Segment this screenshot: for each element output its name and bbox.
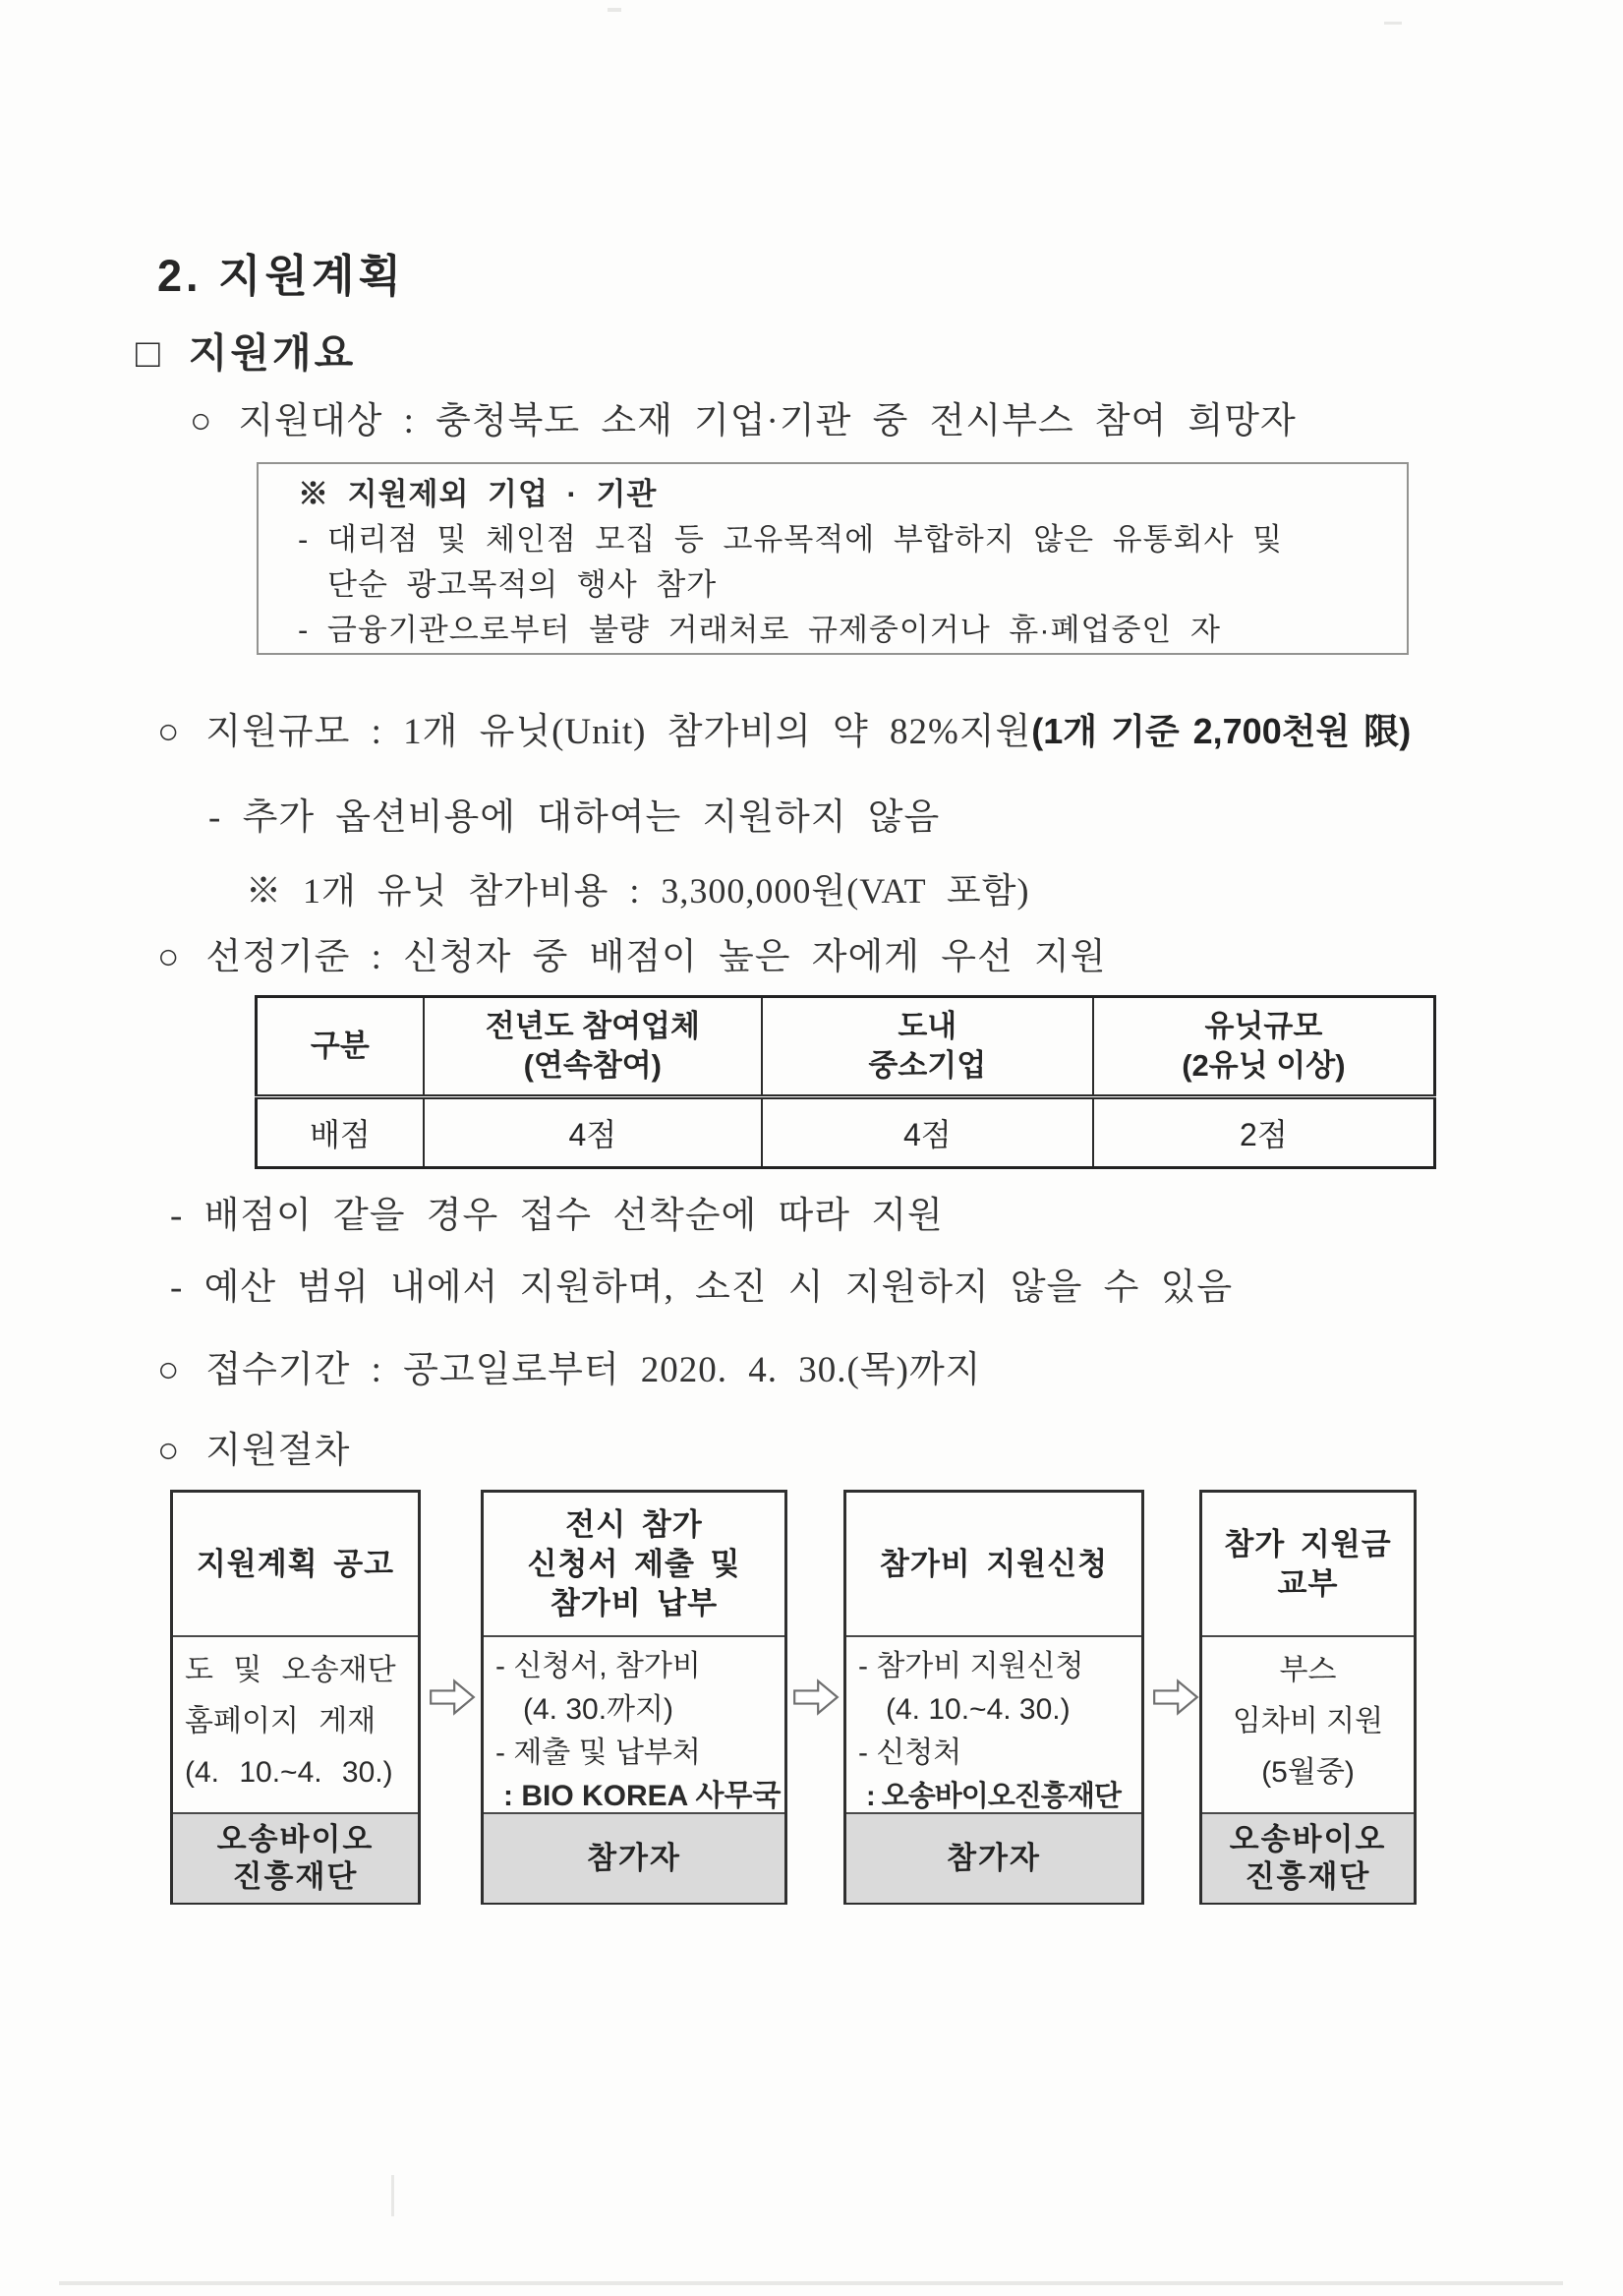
- scale-text: 지원규모 : 1개 유닛(Unit) 참가비의 약 82%지원: [205, 712, 1032, 752]
- table-header-cell: [424, 997, 762, 1097]
- step-header-line: 신청서 제출 및: [527, 1546, 741, 1581]
- scan-artifact: [59, 2281, 1563, 2285]
- step-body-line: - 참가비 지원신청: [858, 1650, 1084, 1682]
- step-body-line: 임차비 지원: [1232, 1705, 1384, 1737]
- step-footer-line: 진흥재단: [1245, 1859, 1371, 1894]
- target-line: [190, 390, 1297, 443]
- circle-bullet: ○: [157, 712, 181, 752]
- criteria-line: [157, 926, 1106, 979]
- scan-artifact: [391, 2175, 394, 2216]
- circle-bullet: ○: [157, 937, 181, 977]
- step-header-line: 참가비 지원신청: [879, 1546, 1109, 1581]
- table-score-cell: 2점: [1093, 1097, 1435, 1168]
- procedure-step-grant-payment: [1199, 1490, 1417, 1905]
- table-header-cell: [257, 997, 424, 1097]
- procedure-step-announcement: [170, 1490, 421, 1905]
- flow-arrow-icon: [429, 1678, 476, 1717]
- step-footer-line: 참가자: [947, 1841, 1041, 1875]
- table-header-text: 유닛규모: [1204, 1009, 1323, 1043]
- step-body-line: - 신청서, 참가비: [495, 1650, 701, 1682]
- unit-cost-note: ※ 1개 유닛 참가비용 : 3,300,000원(VAT 포함): [246, 871, 1030, 911]
- scan-artifact: [608, 8, 621, 12]
- table-header-text: (2유닛 이상): [1182, 1048, 1346, 1083]
- circle-bullet: ○: [157, 1431, 181, 1471]
- scale-subnote: - 추가 옵션비용에 대하여는 지원하지 않음: [208, 797, 941, 838]
- step-footer-line: 진흥재단: [232, 1859, 359, 1894]
- step-body-line: (4. 30.까지): [523, 1693, 673, 1726]
- step-body: [1202, 1637, 1414, 1814]
- step-body-line: 홈페이지 게재: [185, 1705, 377, 1737]
- step-header-line: 지원계획 공고: [196, 1546, 395, 1581]
- circle-bullet: ○: [157, 1350, 181, 1390]
- step-body-line: - 제출 및 납부처: [495, 1737, 701, 1769]
- scale-line: [157, 701, 1411, 754]
- table-row: [257, 1097, 1435, 1168]
- step-body-line: 도 및 오송재단: [185, 1654, 396, 1686]
- budget-note: - 예산 범위 내에서 지원하며, 소진 시 지원하지 않을 수 있음: [170, 1267, 1234, 1308]
- step-header: [846, 1493, 1141, 1637]
- scan-artifact: [1384, 22, 1402, 25]
- table-score-cell: 4점: [424, 1097, 762, 1168]
- table-score-cell: 배점: [257, 1097, 424, 1168]
- step-header-line: 전시 참가: [565, 1506, 703, 1542]
- step-body-line: 부스: [1279, 1654, 1337, 1686]
- step-body-line: : BIO KOREA 사무국: [503, 1780, 782, 1812]
- step-footer-line: 오송바이오: [1229, 1822, 1387, 1856]
- procedure-label: 지원절차: [205, 1431, 351, 1471]
- step-body: [846, 1637, 1141, 1814]
- procedure-step-support-request: [843, 1490, 1144, 1905]
- flow-arrow-icon: [792, 1678, 840, 1717]
- step-body-line: (4. 10.~4. 30.): [886, 1693, 1071, 1726]
- overview-heading: [136, 321, 356, 379]
- criteria-table: [255, 995, 1436, 1169]
- step-header: [484, 1493, 784, 1637]
- step-footer: [484, 1814, 784, 1903]
- step-header: [173, 1493, 418, 1637]
- step-header-line: 교부: [1277, 1565, 1339, 1601]
- step-body: [173, 1637, 418, 1814]
- step-footer-line: 참가자: [587, 1841, 681, 1875]
- step-header-line: 참가비 납부: [550, 1585, 719, 1620]
- table-header-text: 중소기업: [868, 1048, 987, 1083]
- section-title: 2. 지원계획: [157, 251, 405, 301]
- step-header-line: 참가 지원금: [1224, 1526, 1392, 1561]
- step-body-line: - 신청처: [858, 1737, 962, 1769]
- exclusion-item-2: - 금융기관으로부터 불량 거래처로 규제중이거나 휴·폐업중인 자: [298, 613, 1221, 647]
- period-line: [157, 1339, 981, 1392]
- table-score-cell: 4점: [762, 1097, 1093, 1168]
- table-header-text: (연속참여): [523, 1048, 663, 1083]
- exclusion-box: [257, 462, 1409, 655]
- table-header-text: 구분: [310, 1029, 370, 1063]
- procedure-step-application-submit: [481, 1490, 787, 1905]
- period-text: 접수기간 : 공고일로부터 2020. 4. 30.(목)까지: [205, 1350, 982, 1390]
- step-footer: [1202, 1814, 1414, 1903]
- criteria-text: 선정기준 : 신청자 중 배점이 높은 자에게 우선 지원: [205, 937, 1107, 977]
- step-body-line: (4. 10.~4. 30.): [185, 1756, 393, 1789]
- step-body-line: : 오송바이오진흥재단: [866, 1781, 1121, 1812]
- exclusion-item-1-line-1: - 대리점 및 체인점 모집 등 고유목적에 부합하지 않은 유통회사 및: [298, 522, 1284, 557]
- flow-arrow-icon: [1152, 1678, 1199, 1717]
- procedure-heading: [157, 1420, 350, 1473]
- square-bullet: □: [136, 330, 163, 376]
- exclusion-item-1-line-2: 단순 광고목적의 행사 참가: [327, 567, 718, 602]
- step-footer-line: 오송바이오: [216, 1822, 375, 1856]
- table-header-text: 전년도 참여업체: [485, 1009, 700, 1043]
- target-text: 지원대상 : 충청북도 소재 기업·기관 중 전시부스 참여 희망자: [238, 401, 1297, 442]
- circle-bullet: ○: [190, 401, 213, 442]
- step-header: [1202, 1493, 1414, 1637]
- table-header-cell: [1093, 997, 1435, 1097]
- step-footer: [846, 1814, 1141, 1903]
- scale-limit-note: (1개 기준 2,700천원 限): [1031, 711, 1412, 751]
- table-header-text: 도내: [898, 1009, 957, 1043]
- overview-heading-label: 지원개요: [188, 330, 357, 376]
- criteria-table-wrap: [255, 995, 1436, 1169]
- step-body-line: (5월중): [1261, 1756, 1355, 1789]
- exclusion-heading: ※ 지원제외 기업 · 기관: [298, 477, 658, 511]
- tie-break-note: - 배점이 같을 경우 접수 선착순에 따라 지원: [170, 1196, 944, 1236]
- step-body: [484, 1637, 784, 1814]
- table-header-cell: [762, 997, 1093, 1097]
- step-footer: [173, 1814, 418, 1903]
